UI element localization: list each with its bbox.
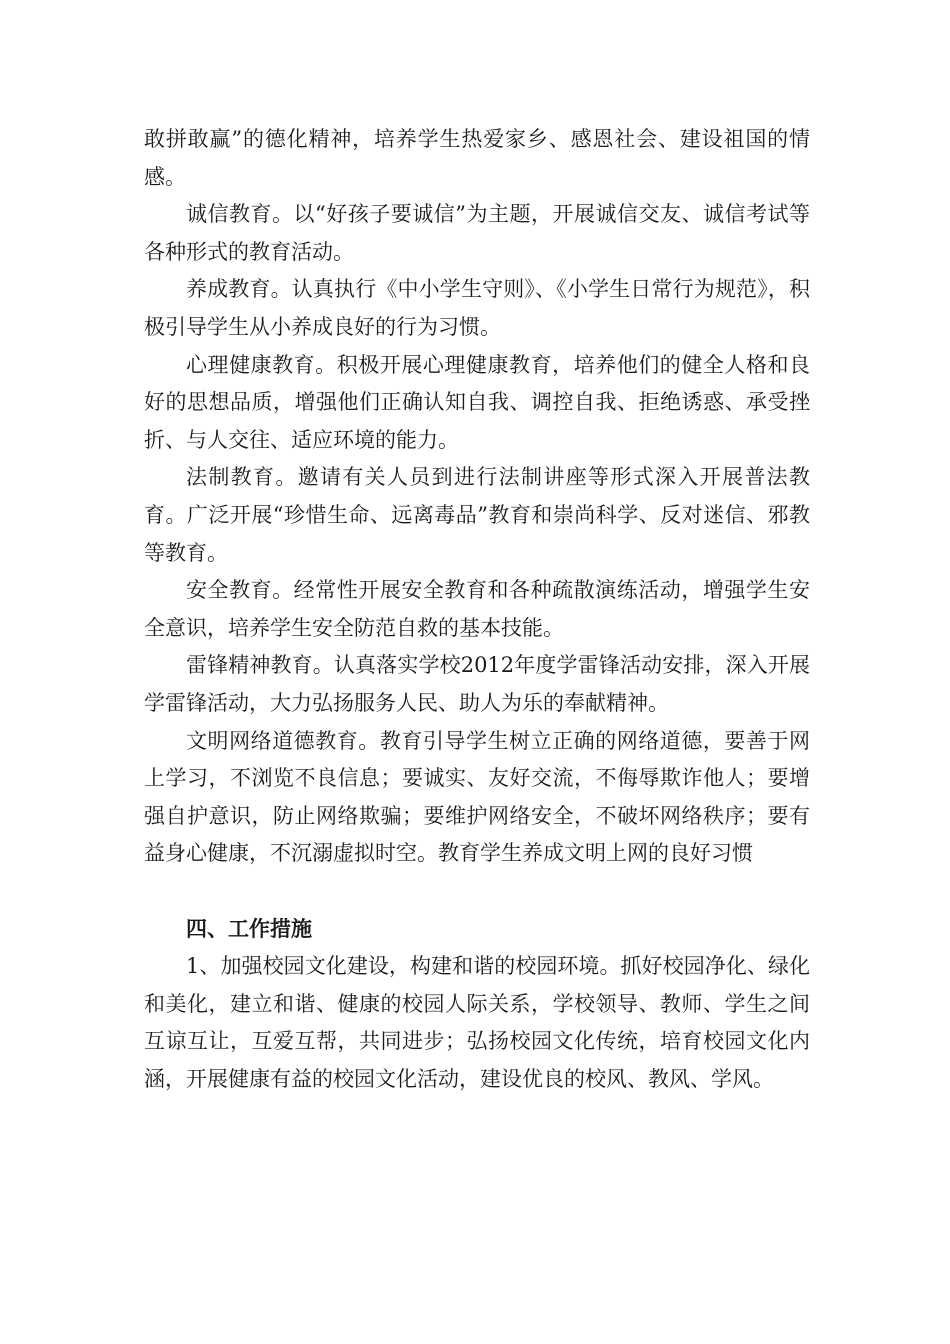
paragraph-network-ethics-education: 文明网络道德教育。教育引导学生树立正确的网络道德，要善于网上学习，不浏览不良信息；要诚实、友好交流，不侮辱欺诈他人；要增强自护意识，防止网络欺骗；要维护网络安全，不破坏网络秩序；要有益身心健康，不沉溺虚拟时空。教育学生养成文明上网的良好习惯: [144, 728, 810, 866]
paragraph-safety-education: 安全教育。经常性开展安全教育和各种疏散演练活动，增强学生安全意识，培养学生安全防范自救的基本技能。: [144, 578, 810, 640]
paragraph-campus-culture: 1、加强校园文化建设，构建和谐的校园环境。抓好校园净化、绿化和美化，建立和谐、健康的校园人际关系，学校领导、教师、学生之间互谅互让，互爱互帮，共同进步；弘扬校园文化传统，培育校园文化内涵，开展健康有益的校园文化活动，建设优良的校风、教风、学风。: [144, 954, 810, 1091]
paragraph-legal-education: 法制教育。邀请有关人员到进行法制讲座等形式深入开展普法教育。广泛开展“珍惜生命、远离毒品”教育和崇尚科学、反对迷信、邪教等教育。: [144, 465, 810, 565]
paragraph-mental-health-education: 心理健康教育。积极开展心理健康教育，培养他们的健全人格和良好的思想品质，增强他们正确认知自我、调控自我、拒绝诱惑、承受挫折、与人交往、适应环境的能力。: [144, 352, 810, 452]
paragraph-lei-feng-education: 雷锋精神教育。认真落实学校2012年度学雷锋活动安排，深入开展学雷锋活动，大力弘扬服务人民、助人为乐的奉献精神。: [144, 653, 810, 715]
paragraph-integrity-education: 诚信教育。以“好孩子要诚信”为主题，开展诚信交友、诚信考试等各种形式的教育活动。: [144, 202, 810, 264]
paragraph-habit-education: 养成教育。认真执行《中小学生守则》、《小学生日常行为规范》，积极引导学生从小养成良好的行为习惯。: [144, 277, 810, 339]
document-body: [144, 121, 810, 1098]
section-heading-work-measures: 四、工作措施: [186, 916, 312, 942]
paragraph-patriotism-end: 敢拼敢赢”的德化精神，培养学生热爱家乡、感恩社会、建设祖国的情感。: [144, 127, 810, 189]
